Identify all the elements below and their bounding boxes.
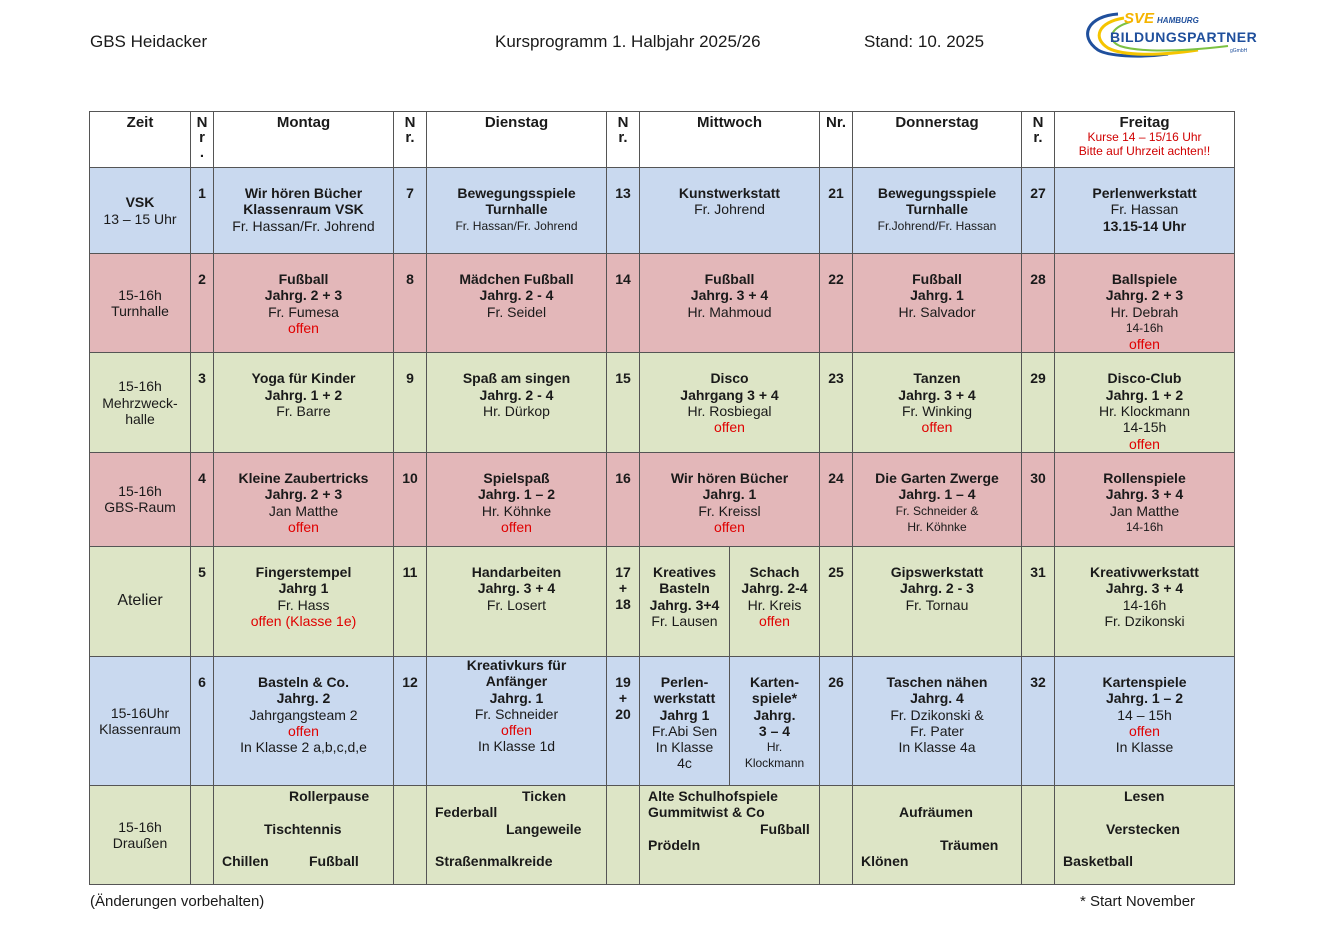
course-line: Karten- bbox=[749, 673, 799, 690]
course-line: Jahrg. 1 bbox=[489, 689, 544, 706]
outdoor-activity: Verstecken bbox=[1106, 820, 1180, 837]
logo-name: BILDUNGSPARTNER bbox=[1110, 29, 1258, 45]
course-line: Hr. Klockmann bbox=[1098, 403, 1191, 420]
course-number: 3 bbox=[191, 353, 214, 452]
course-line: Gipswerkstatt bbox=[890, 563, 984, 580]
outdoor-activity: Gummitwist & Co bbox=[648, 803, 765, 820]
course-cell-mon bbox=[214, 254, 394, 353]
stand-date: Stand: 10. 2025 bbox=[864, 32, 985, 51]
course-line: Fr. Hassan bbox=[1110, 201, 1179, 218]
course-line: Hr. Mahmoud bbox=[687, 303, 772, 320]
course-cell-die bbox=[427, 353, 607, 452]
time-slot bbox=[90, 656, 191, 785]
outdoor-activity: Fußball bbox=[309, 852, 359, 869]
course-line: Bewegungsspiele bbox=[457, 185, 576, 201]
col-nr: N r. bbox=[1022, 112, 1055, 168]
course-line: Yoga für Kinder bbox=[251, 370, 356, 387]
course-line: Jahrg. 1 bbox=[702, 486, 757, 503]
logo-suffix: gGmbH bbox=[1230, 48, 1248, 54]
course-number: 7 bbox=[394, 168, 427, 254]
col-donnerstag: Donnerstag bbox=[853, 112, 1022, 168]
course-line: Hr. Rosbiegal bbox=[687, 403, 772, 420]
course-line: Perlenwerkstatt bbox=[1092, 185, 1197, 201]
course-line: Jahrg. 2 - 4 bbox=[479, 287, 554, 304]
outdoor-activity: Lesen bbox=[1124, 787, 1165, 804]
course-line: Jahrg. 2 + 3 bbox=[1105, 287, 1184, 304]
course-line: Fr. Hassan/Fr. Johrend bbox=[232, 217, 375, 234]
course-line: Jahrg. 2 - 3 bbox=[900, 580, 974, 597]
col-montag: Montag bbox=[214, 112, 394, 168]
course-number: 32 bbox=[1022, 656, 1055, 785]
time-slot bbox=[90, 785, 191, 884]
course-line: 14 – 15h bbox=[1117, 706, 1172, 723]
course-line: Fr. Fumesa bbox=[268, 303, 339, 320]
outdoor-activity: Ticken bbox=[522, 787, 567, 804]
outdoor-activity: Alte Schulhofspiele bbox=[648, 787, 778, 804]
course-cell-mit bbox=[640, 168, 820, 254]
course-line: Fr. Pater bbox=[910, 722, 964, 739]
col-nr: N r. bbox=[394, 112, 427, 168]
course-cell-don bbox=[853, 546, 1022, 656]
course-line: Jahrg 1 bbox=[659, 706, 710, 723]
course-line: Kreativkurs für bbox=[466, 656, 567, 673]
course-line: Jahrg. 2 - 4 bbox=[479, 386, 554, 403]
course-line: Disco-Club bbox=[1107, 370, 1182, 387]
course-line: offen bbox=[921, 419, 953, 436]
col-freitag bbox=[1055, 112, 1235, 168]
course-line: 14-15h bbox=[1122, 419, 1167, 436]
course-line: Jahrgang 3 + 4 bbox=[680, 386, 779, 403]
sve-logo bbox=[1078, 6, 1260, 62]
course-line: Fußball bbox=[704, 271, 755, 287]
course-number: 11 bbox=[394, 546, 427, 656]
course-line: Jahrg. 2 + 3 bbox=[264, 287, 343, 304]
course-line: Fr. Hass bbox=[277, 596, 330, 613]
course-line: Jahrg 1 bbox=[278, 580, 329, 597]
course-line: 14-16h bbox=[1125, 320, 1164, 335]
course-line: Jahrg. 1 + 2 bbox=[1105, 386, 1184, 403]
outdoor-activities-die bbox=[427, 785, 607, 884]
outdoor-activities-fre bbox=[1055, 785, 1235, 884]
course-cell-don bbox=[853, 452, 1022, 546]
schedule-row bbox=[90, 452, 1235, 546]
course-line: spiele* bbox=[751, 690, 798, 707]
course-line: Bewegungsspiele bbox=[877, 185, 997, 201]
time-line: 15-16h bbox=[118, 286, 162, 303]
course-number bbox=[820, 785, 853, 884]
col-mittwoch: Mittwoch bbox=[640, 112, 820, 168]
time-slot bbox=[90, 168, 191, 254]
outdoor-activity: Fußball bbox=[760, 820, 810, 837]
course-line: Fr. Dzikonski bbox=[1104, 612, 1185, 629]
course-line: Fr. Dzikonski & bbox=[890, 706, 984, 723]
course-line: In Klasse bbox=[1115, 739, 1174, 756]
course-line: Jahrg. 3 + 4 bbox=[1105, 486, 1184, 503]
time-line: 15-16h bbox=[118, 483, 162, 500]
course-line: In Klasse 4a bbox=[898, 739, 976, 756]
course-cell-don bbox=[853, 353, 1022, 452]
col-nr: N r. bbox=[607, 112, 640, 168]
course-line: offen bbox=[288, 518, 319, 535]
time-line: Mehrzweck- bbox=[102, 394, 178, 411]
course-line: Perlen- bbox=[660, 673, 709, 690]
course-number: 12 bbox=[394, 656, 427, 785]
course-line: Jahrg. 3 + 4 bbox=[477, 580, 556, 597]
course-line: Jahrg. 1 – 2 bbox=[477, 486, 556, 503]
course-cell-don bbox=[853, 254, 1022, 353]
course-line: offen bbox=[714, 419, 745, 436]
course-cell-die bbox=[427, 452, 607, 546]
course-number: 31 bbox=[1022, 546, 1055, 656]
course-number: 14 bbox=[607, 254, 640, 353]
course-number: 2 bbox=[191, 254, 214, 353]
course-line: Fr. Winking bbox=[901, 403, 972, 420]
time-line: Draußen bbox=[112, 834, 168, 851]
time-slot bbox=[90, 353, 191, 452]
course-line: Fr. Hassan/Fr. Johrend bbox=[455, 218, 578, 233]
course-line: Jan Matthe bbox=[1109, 502, 1180, 519]
course-number: 17 + 18 bbox=[607, 546, 640, 656]
freitag-note-1: Kurse 14 – 15/16 Uhr bbox=[1087, 130, 1202, 144]
course-line: Anfänger bbox=[485, 673, 548, 690]
course-number: 26 bbox=[820, 656, 853, 785]
course-number: 15 bbox=[607, 353, 640, 452]
time-slot bbox=[90, 254, 191, 353]
course-number: 1 bbox=[191, 168, 214, 254]
footer-start-note: * Start November bbox=[1080, 893, 1196, 910]
course-number: 8 bbox=[394, 254, 427, 353]
course-line: Fr. Schneider bbox=[474, 705, 559, 722]
course-line: Rollenspiele bbox=[1103, 469, 1186, 486]
course-line: Handarbeiten bbox=[471, 563, 562, 580]
course-line: Jahrgangsteam 2 bbox=[249, 706, 358, 723]
course-line: Jahrg. 2 + 3 bbox=[264, 486, 343, 503]
course-number: 24 bbox=[820, 452, 853, 546]
logo-brand: SVE bbox=[1124, 10, 1155, 27]
course-line: Hr. Salvador bbox=[898, 303, 976, 320]
course-split-a bbox=[640, 657, 729, 785]
course-line: Wir hören Bücher bbox=[670, 469, 789, 486]
course-line: Jahrg. 3 + 4 bbox=[898, 386, 976, 403]
course-line: Basteln bbox=[659, 580, 710, 597]
outdoor-activity: Klönen bbox=[861, 852, 909, 869]
course-cell-mit bbox=[640, 452, 820, 546]
course-line: Klockmann bbox=[744, 756, 805, 771]
course-cell-die bbox=[427, 546, 607, 656]
course-line: Wir hören Bücher bbox=[244, 185, 363, 201]
course-line: Fr. Johrend bbox=[694, 201, 765, 218]
course-line: Tanzen bbox=[913, 370, 961, 387]
course-line: Fr. Kreissl bbox=[698, 502, 761, 519]
course-cell-mit bbox=[640, 254, 820, 353]
schedule-row bbox=[90, 546, 1235, 656]
course-line: Hr. bbox=[766, 740, 783, 755]
course-cell-mon bbox=[214, 168, 394, 254]
col-nr: Nr. bbox=[820, 112, 853, 168]
course-line: 14-16h bbox=[1122, 596, 1167, 613]
col-dienstag: Dienstag bbox=[427, 112, 607, 168]
time-slot bbox=[90, 546, 191, 656]
course-line: Jahrg. 3 + 4 bbox=[690, 287, 769, 304]
outdoor-activity: Träumen bbox=[940, 836, 999, 853]
outdoor-activity: Aufräumen bbox=[899, 803, 973, 820]
course-number bbox=[394, 785, 427, 884]
course-line: Spaß am singen bbox=[462, 370, 571, 387]
course-line: Jahrg. 4 bbox=[910, 690, 964, 707]
course-cell-mit bbox=[640, 353, 820, 452]
course-line: In Klasse bbox=[655, 739, 714, 756]
course-line: offen bbox=[759, 612, 790, 629]
course-line: Kleine Zaubertricks bbox=[238, 469, 369, 486]
footer-note: (Änderungen vorbehalten) bbox=[90, 893, 265, 910]
course-number: 6 bbox=[191, 656, 214, 785]
outdoor-activity: Chillen bbox=[222, 852, 269, 869]
course-cell-mit bbox=[640, 546, 820, 656]
course-line: Jahrg. bbox=[753, 706, 796, 723]
course-number: 4 bbox=[191, 452, 214, 546]
schedule-row-outdoor bbox=[90, 785, 1235, 884]
course-split-b bbox=[729, 657, 819, 785]
course-line: Kreatives bbox=[652, 563, 717, 580]
course-line: Hr. Debrah bbox=[1110, 303, 1179, 320]
course-cell-don bbox=[853, 656, 1022, 785]
course-line: Ballspiele bbox=[1111, 271, 1178, 287]
course-line: Turnhalle bbox=[906, 201, 968, 218]
course-cell-die bbox=[427, 254, 607, 353]
course-line: In Klasse 1d bbox=[477, 738, 556, 755]
course-number: 19 + 20 bbox=[607, 656, 640, 785]
time-line: GBS-Raum bbox=[104, 499, 176, 516]
course-line: Jahrg. 1 – 4 bbox=[898, 486, 976, 503]
course-cell-fre bbox=[1055, 168, 1235, 254]
course-cell-fre bbox=[1055, 353, 1235, 452]
course-number: 10 bbox=[394, 452, 427, 546]
logo-city: HAMBURG bbox=[1157, 16, 1199, 25]
course-line: Jahrg. 1 – 2 bbox=[1105, 690, 1184, 707]
course-cell-fre bbox=[1055, 656, 1235, 785]
time-line: VSK bbox=[125, 194, 155, 211]
course-line: 13.15-14 Uhr bbox=[1102, 217, 1187, 234]
time-line: Atelier bbox=[117, 592, 163, 610]
course-line: Kunstwerkstatt bbox=[678, 185, 781, 201]
course-line: Jahrg. 2 bbox=[276, 690, 331, 707]
course-number: 9 bbox=[394, 353, 427, 452]
course-cell-fre bbox=[1055, 452, 1235, 546]
course-line: In Klasse 2 a,b,c,d,e bbox=[240, 739, 367, 756]
course-number: 21 bbox=[820, 168, 853, 254]
course-line: Fr.Johrend/Fr. Hassan bbox=[877, 218, 997, 233]
col-nr: N r . bbox=[191, 112, 214, 168]
course-line: Mädchen Fußball bbox=[459, 271, 574, 287]
outdoor-activities-mon bbox=[214, 785, 394, 884]
schedule-row bbox=[90, 656, 1235, 785]
course-line: Fr. Barre bbox=[276, 403, 331, 420]
course-cell-die bbox=[427, 168, 607, 254]
course-number: 28 bbox=[1022, 254, 1055, 353]
course-cell-don bbox=[853, 168, 1022, 254]
course-line: Schach bbox=[749, 563, 800, 580]
course-line: Turnhalle bbox=[485, 201, 548, 218]
course-line: Fingerstempel bbox=[255, 563, 352, 580]
course-line: Jahrg. 1 bbox=[910, 287, 964, 304]
course-number: 13 bbox=[607, 168, 640, 254]
school-name: GBS Heidacker bbox=[90, 32, 208, 51]
course-line: offen bbox=[1129, 722, 1160, 739]
course-line: Fr. Tornau bbox=[905, 596, 969, 613]
course-cell-mon bbox=[214, 656, 394, 785]
course-number bbox=[191, 785, 214, 884]
course-line: offen bbox=[288, 722, 319, 739]
course-split-a bbox=[640, 547, 729, 656]
course-line: werkstatt bbox=[653, 690, 716, 707]
time-line: 15-16h bbox=[118, 378, 162, 395]
page-title: Kursprogramm 1. Halbjahr 2025/26 bbox=[495, 32, 761, 51]
outdoor-activity: Federball bbox=[435, 803, 498, 820]
course-cell-fre bbox=[1055, 254, 1235, 353]
schedule-table bbox=[89, 111, 1235, 885]
outdoor-activities-don bbox=[853, 785, 1022, 884]
course-line: offen bbox=[501, 722, 532, 739]
freitag-note-2: Bitte auf Uhrzeit achten!! bbox=[1078, 144, 1211, 158]
course-cell-mon bbox=[214, 353, 394, 452]
course-cell-fre bbox=[1055, 546, 1235, 656]
course-number bbox=[1022, 785, 1055, 884]
course-line: Jan Matthe bbox=[268, 502, 339, 519]
course-line: Die Garten Zwerge bbox=[875, 469, 999, 486]
schedule-row bbox=[90, 254, 1235, 353]
course-line: Jahrg. 1 + 2 bbox=[264, 386, 343, 403]
course-line: offen bbox=[1129, 336, 1160, 353]
course-number: 23 bbox=[820, 353, 853, 452]
course-number: 16 bbox=[607, 452, 640, 546]
schedule-row bbox=[90, 168, 1235, 254]
outdoor-activities-mit bbox=[640, 785, 820, 884]
col-zeit: Zeit bbox=[90, 112, 191, 168]
course-cell-mit bbox=[640, 656, 820, 785]
course-number: 27 bbox=[1022, 168, 1055, 254]
course-line: Hr. Kreis bbox=[747, 596, 802, 613]
course-number: 30 bbox=[1022, 452, 1055, 546]
freitag-label: Freitag bbox=[1119, 114, 1170, 131]
time-line: 13 – 15 Uhr bbox=[103, 210, 177, 227]
course-cell-mon bbox=[214, 546, 394, 656]
course-line: offen bbox=[501, 518, 532, 535]
outdoor-activity: Prödeln bbox=[648, 836, 701, 853]
course-line: Fußball bbox=[278, 271, 329, 287]
course-cell-mon bbox=[214, 452, 394, 546]
course-number: 5 bbox=[191, 546, 214, 656]
course-line: Hr. Köhnke bbox=[481, 502, 552, 519]
course-line: Fußball bbox=[912, 271, 962, 287]
course-number bbox=[607, 785, 640, 884]
course-line: Jahrg. 2-4 bbox=[741, 580, 808, 597]
course-number: 25 bbox=[820, 546, 853, 656]
outdoor-activity: Langeweile bbox=[506, 820, 582, 837]
course-line: Kartenspiele bbox=[1102, 673, 1187, 690]
course-line: Basteln & Co. bbox=[257, 673, 349, 690]
course-line: Fr.Abi Sen bbox=[651, 722, 718, 739]
outdoor-activity: Straßenmalkreide bbox=[435, 852, 553, 869]
course-line: Fr. Seidel bbox=[486, 303, 547, 320]
time-line: Klassenraum bbox=[99, 720, 181, 737]
course-split-b bbox=[729, 547, 819, 656]
time-line: 15-16Uhr bbox=[110, 704, 170, 721]
course-line: Spielspaß bbox=[483, 469, 550, 486]
course-line: offen bbox=[1129, 435, 1160, 452]
course-number: 22 bbox=[820, 254, 853, 353]
outdoor-activity: Rollerpause bbox=[289, 787, 370, 804]
course-line: Fr. Lausen bbox=[651, 612, 718, 629]
outdoor-activity: Basketball bbox=[1063, 852, 1134, 869]
time-line: halle bbox=[125, 410, 155, 427]
course-line: 14-16h bbox=[1125, 519, 1164, 534]
course-line: offen bbox=[714, 518, 745, 535]
course-line: Jahrg. 3+4 bbox=[649, 596, 720, 613]
course-line: offen bbox=[288, 319, 319, 336]
course-line: 4c bbox=[677, 755, 692, 772]
course-line: Fr. Losert bbox=[486, 596, 547, 613]
time-slot bbox=[90, 452, 191, 546]
course-line: Klassenraum VSK bbox=[243, 201, 364, 218]
course-line: Kreativwerkstatt bbox=[1090, 563, 1199, 580]
course-number: 29 bbox=[1022, 353, 1055, 452]
course-line: Hr. Köhnke bbox=[907, 519, 967, 534]
course-cell-die bbox=[427, 656, 607, 785]
time-line: 15-16h bbox=[118, 818, 162, 835]
schedule-row bbox=[90, 353, 1235, 452]
course-line: offen (Klasse 1e) bbox=[250, 612, 357, 629]
course-line: Taschen nähen bbox=[886, 673, 988, 690]
course-line: 3 – 4 bbox=[758, 722, 791, 739]
header-row bbox=[90, 112, 1235, 168]
time-line: Turnhalle bbox=[111, 303, 169, 320]
course-line: Fr. Schneider & bbox=[895, 503, 979, 518]
course-line: Hr. Dürkop bbox=[483, 403, 550, 420]
outdoor-activity: Tischtennis bbox=[264, 820, 342, 837]
course-line: Disco bbox=[710, 370, 749, 387]
course-line: Jahrg. 3 + 4 bbox=[1105, 580, 1184, 597]
